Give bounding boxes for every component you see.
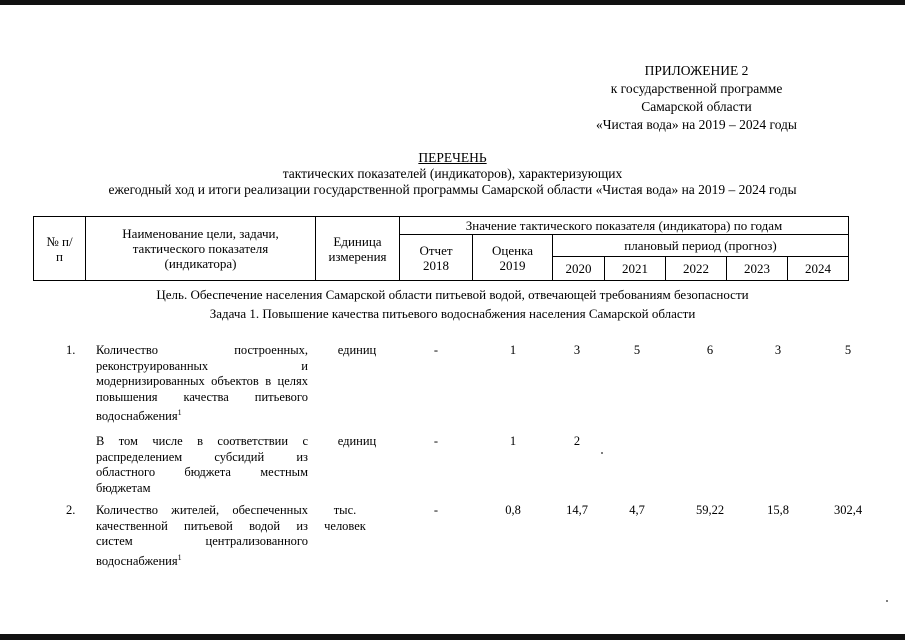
header-year: 2023 <box>727 257 788 281</box>
value-2024: 5 <box>844 343 852 357</box>
row-number: 2. <box>66 503 76 517</box>
unit-value: единиц <box>337 434 377 448</box>
header-name: Наименование цели, задачи, тактического показателя (индикатора) <box>86 217 316 281</box>
header-year: 2021 <box>605 257 666 281</box>
unit-value: единиц <box>337 343 377 357</box>
value-2024: 302,4 <box>833 503 863 517</box>
footnote-mark: 1 <box>177 408 182 417</box>
header-year: 2022 <box>666 257 727 281</box>
unit-value: тыс. человек <box>324 503 366 533</box>
header-plan-period: плановый период (прогноз) <box>553 235 849 257</box>
value-2018: - <box>433 503 439 517</box>
scan-border-top <box>0 0 905 5</box>
header-num: № п/п <box>34 217 86 281</box>
value-2023: 15,8 <box>767 503 789 517</box>
scan-speck <box>886 600 888 602</box>
task-heading: Задача 1. Повышение качества питьевого водоснабжения населения Самарской области <box>209 306 696 321</box>
indicator-name: Количество жителей, обеспеченных качественной питьевой водой из систем централизованного водоснабжения$^1$ <box>96 503 308 568</box>
document-title <box>0 150 905 198</box>
header-value-group: Значение тактического показателя (индикатора) по годам <box>400 217 849 235</box>
value-2021: 4,7 <box>629 503 645 517</box>
value-2019: 1 <box>509 434 517 448</box>
title-subtitle: тактических показателей (индикаторов), характеризующих <box>282 166 623 181</box>
indicator-table-header <box>33 216 849 281</box>
appendix-line: Самарской области <box>641 99 752 114</box>
header-year: 2020 <box>553 257 605 281</box>
appendix-line: к государственной программе <box>610 81 783 96</box>
value-2019: 0,8 <box>505 503 521 517</box>
appendix-title: ПРИЛОЖЕНИЕ 2 <box>644 63 749 78</box>
header-unit: Единица измерения <box>316 217 400 281</box>
goal-heading: Цель. Обеспечение населения Самарской области питьевой водой, отвечающей требованиям безопасности <box>156 287 749 302</box>
appendix-line: «Чистая вода» на 2019 – 2024 годы <box>596 117 797 132</box>
header-estimate-2019: Оценка 2019 <box>473 235 553 281</box>
title-main: ПЕРЕЧЕНЬ <box>418 150 487 165</box>
row-number: 1. <box>66 343 76 357</box>
value-2019: 1 <box>509 343 517 357</box>
scan-border-bottom <box>0 634 905 640</box>
value-2022: 59,22 <box>695 503 725 517</box>
scan-speck <box>601 452 603 454</box>
value-2018: - <box>433 434 439 448</box>
value-2018: - <box>433 343 439 357</box>
indicator-name: В том числе в соответствии с распределением субсидий из областного бюджета местным бюджетам <box>96 434 308 495</box>
indicator-name: Количество построенных, реконструированных и модернизированных объектов в целях повышения качества питьевого водоснабжения$^1$ <box>96 343 308 424</box>
value-2020: 14,7 <box>566 503 588 517</box>
value-2023: 3 <box>774 343 782 357</box>
value-2021: 5 <box>633 343 641 357</box>
value-2020: 2 <box>573 434 581 448</box>
value-2022: 6 <box>706 343 714 357</box>
header-report-2018: Отчет 2018 <box>400 235 473 281</box>
footnote-mark: 1 <box>177 552 182 562</box>
header-year: 2024 <box>788 257 849 281</box>
title-subtitle: ежегодный ход и итоги реализации государственной программы Самарской области «Чистая вода» на 2019 – 2024 годы <box>108 182 797 197</box>
value-2020: 3 <box>573 343 581 357</box>
appendix-block <box>596 62 797 134</box>
